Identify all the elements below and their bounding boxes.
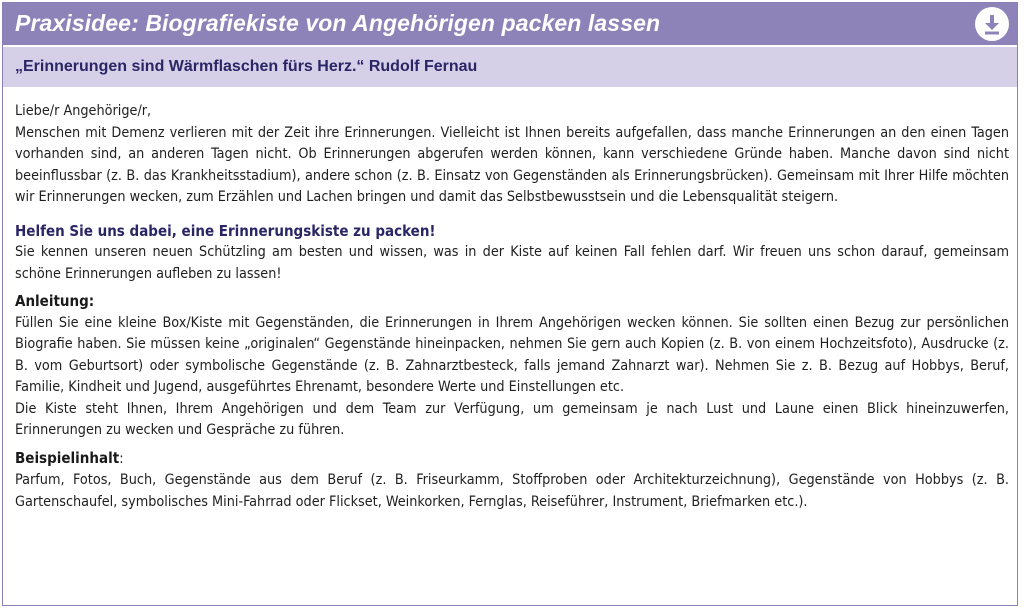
examples-text: Parfum, Fotos, Buch, Gegenstände aus dem Beruf (z. B. Friseurkamm, Stoffproben oder Architekturzeichnung), Gegenstände von Hobbys (z. B. Gartenschaufel, symbolisches Mini-Fahrrad oder Flickset, Weinkorken, Fernglas, Reiseführer, Instrument, Briefmarken etc.). — [15, 472, 1009, 510]
title-bar — [3, 3, 1017, 45]
examples-heading-suffix: : — [119, 450, 124, 467]
quote-bar — [3, 47, 1017, 87]
help-text: Sie kennen unseren neuen Schützling am besten und wissen, was in der Kiste auf keinen Fall fehlen darf. Wir freuen uns schon darauf, gemeinsam schöne Erinnerungen aufleben zu lassen! — [15, 244, 1009, 282]
quote-text: „Erinnerungen sind Wärmflaschen fürs Herz.“ Rudolf Fernau — [15, 58, 478, 75]
instructions-heading: Anleitung: — [15, 292, 95, 310]
download-icon — [975, 7, 1009, 41]
intro-paragraph: Menschen mit Demenz verlieren mit der Zeit ihre Erinnerungen. Vielleicht ist Ihnen bereits aufgefallen, dass manche Erinnerungen an den einen Tagen vorhanden sind, an anderen Tagen nicht. Ob Erinnerungen abgerufen werden können, kann verschiedene Gründe haben. Manche davon sind nicht beeinflussbar (z. B. das Krankheitsstadium), andere schon (z. B. Einsatz von Gegenständen als Erinnerungsbrücken). Gemeinsam mit Ihrer Hilfe möchten wir Erinnerungen wecken, zum Erzählen und Lachen bringen und damit das Selbstbewusstsein und die Lebensqualität steigern. — [15, 124, 1009, 205]
examples-heading: Beispielinhalt — [15, 448, 120, 467]
praxisidee-card — [2, 2, 1018, 606]
salutation: Liebe/r Angehörige/r, — [15, 103, 152, 119]
download-button[interactable] — [975, 7, 1009, 41]
examples-heading-line — [15, 448, 1009, 471]
help-heading: Helfen Sie uns dabei, eine Erinnerungskiste zu packen! — [15, 221, 436, 240]
content-body — [15, 101, 1009, 513]
card-title: Praxisidee: Biografiekiste von Angehörigen packen lassen — [15, 10, 661, 36]
instructions-paragraph-1: Füllen Sie eine kleine Box/Kiste mit Gegenständen, die Erinnerungen in Ihrem Angehörigen wecken können. Sie sollten einen Bezug zur persönlichen Biografie haben. Sie müssen keine „originalen“ Gegenstände hineinpacken, nehmen Sie gern auch Kopien (z. B. von einem Hochzeitsfoto), Ausdrucke (z. B. vom Geburtsort) oder symbolische Gegenstände (z. B. Zahnarztbesteck, falls jemand Zahnarzt war). Nehmen Sie z. B. Bezug auf Hobbys, Beruf, Familie, Kindheit und Jugend, ausgeführtes Ehrenamt, besondere Werte und Einstellungen etc. — [15, 314, 1009, 395]
instructions-paragraph-2: Die Kiste steht Ihnen, Ihrem Angehörigen und dem Team zur Verfügung, um gemeinsam je nach Lust und Laune einen Blick hineinzuwerfen, Erinnerungen zu wecken und Gespräche zu führen. — [15, 400, 1009, 438]
